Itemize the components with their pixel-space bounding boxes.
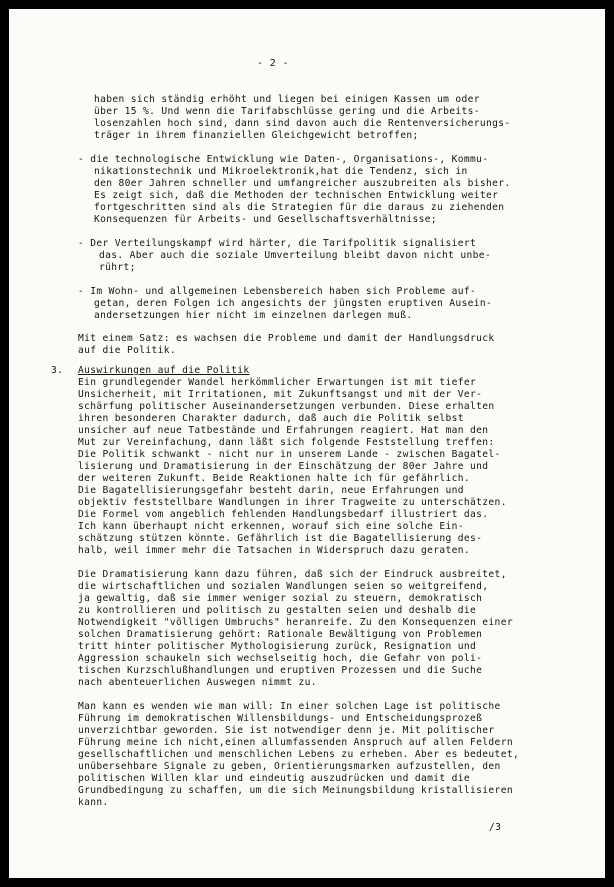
bullet-item: - die technologische Entwicklung wie Daten-, Organisations-, Kommu- — [78, 154, 489, 165]
text-line: Die Bagatellisierungsgefahr besteht darin, neue Erfahrungen und — [78, 485, 464, 496]
text-line: schätzung stützen könnte. Gefährlich ist die Bagatellisierung des- — [78, 533, 483, 544]
text-line: Die Politik schwankt - nicht nur in unserem Lande - zwischen Bagatel- — [78, 449, 501, 460]
text-line: objektiv feststellbare Wandlungen in ihrer Tragweite zu unterschätzen. — [78, 497, 507, 508]
text-line: Es zeigt sich, daß die Methoden der technischen Entwicklung weiter — [94, 190, 499, 201]
bullet-item: - Der Verteilungskampf wird härter, die Tarifpolitik signalisiert — [78, 238, 477, 249]
text-line: Grundbedingung zu schaffen, um die sich Meinungsbildung kristallisieren — [78, 785, 513, 796]
text-line: die wirtschaftlichen und sozialen Wandlungen seien so weitgreifend, — [78, 581, 489, 592]
text-line: tischen Kurzschlußhandlungen und eruptiven Prozessen und die Suche — [78, 665, 483, 676]
text-line: andersetzungen hier nicht im einzelnen darlegen muß. — [94, 310, 413, 321]
text-line: Notwendigkeit "völligen Umbruchs" heranreife. Zu den Konsequenzen einer — [78, 617, 513, 628]
text-line: losenzahlen hoch sind, dann sind davon auch die Rentenversicherungs- — [94, 118, 511, 129]
text-line: über 15 %. Und wenn die Tarifabschlüsse gering und die Arbeits- — [94, 106, 480, 117]
text-line: gesellschaftlichen und menschlichen Lebens zu erheben. Aber es bedeutet, — [78, 749, 520, 760]
text-line: Ich kann überhaupt nicht erkennen, worauf sich eine solche Ein- — [78, 521, 464, 532]
text-line: unsicher auf neue Tatbestände und Erfahrungen reagiert. Hat man den — [78, 425, 489, 436]
text-line: Mut zur Vereinfachung, dann läßt sich folgende Feststellung treffen: — [78, 437, 495, 448]
section-number: 3. — [51, 365, 64, 376]
text-line: Konsequenzen für Arbeits- und Gesellschaftsverhältnisse; — [94, 214, 438, 225]
text-line: Führung im demokratischen Willensbildungs- und Entscheidungsprozeß — [78, 713, 483, 724]
text-line: Man kann es wenden wie man will: In einer solchen Lage ist politische — [78, 701, 501, 712]
text-line: Die Dramatisierung kann dazu führen, daß sich der Eindruck ausbreitet, — [78, 569, 507, 580]
text-line: haben sich ständig erhöht und liegen bei einigen Kassen um oder — [94, 94, 480, 105]
text-line: fortgeschritten sind als die Strategien für die daraus zu ziehenden — [94, 202, 505, 213]
text-line: politischen Willen klar und eindeutig auszudrücken und damit die — [78, 773, 471, 784]
text-line: das. Aber auch die soziale Umverteilung bleibt davon nicht unbe- — [99, 250, 492, 261]
text-line: den 80er Jahren schneller und umfangreicher auszubreiten als bisher. — [94, 178, 511, 189]
next-page-marker: /3 — [489, 822, 502, 833]
text-line: Aggression schaukeln sich wechselseitig hoch, die Gefahr von poli- — [78, 653, 483, 664]
text-line: auf die Politik. — [78, 345, 177, 356]
text-line: träger in ihrem finanziellen Gleichgewicht betroffen; — [94, 130, 419, 141]
text-line: unverzichtbar geworden. Sie ist notwendiger denn je. Mit politischer — [78, 725, 495, 736]
page-number: - 2 - — [257, 58, 289, 69]
text-line: der weiteren Zukunft. Beide Reaktionen halte ich für gefährlich. — [78, 473, 471, 484]
text-line: tritt hinter politischer Mythologisierung zurück, Resignation und — [78, 641, 477, 652]
text-line: solchen Dramatisierung gehört: Rationale Bewältigung von Problemen — [78, 629, 483, 640]
text-line: halb, weil immer mehr die Tatsachen in Widerspruch dazu geraten. — [78, 545, 471, 556]
text-line: Unsicherheit, mit Irritationen, mit Zukunftsangst und mit der Ver- — [78, 389, 483, 400]
text-line: Die Formel vom angeblich fehlenden Handlungsbedarf illustriert das. — [78, 509, 489, 520]
text-line: getan, deren Folgen ich angesichts der jüngsten eruptiven Ausein- — [94, 298, 493, 309]
text-line: Führung meine ich nicht,einen allumfassenden Anspruch auf allen Feldern — [78, 737, 513, 748]
text-line: zu kontrollieren und politisch zu gestalten seien und deshalb die — [78, 605, 477, 616]
text-line: ja gewaltig, daß sie immer weniger sozial zu steuern, demokratisch — [78, 593, 483, 604]
text-line: Mit einem Satz: es wachsen die Probleme und damit der Handlungsdruck — [78, 333, 495, 344]
section-title: Auswirkungen auf die Politik — [78, 365, 250, 376]
text-line: nikationstechnik und Mikroelektronik,hat die Tendenz, sich in — [94, 166, 468, 177]
text-line: nach abenteuerlichen Auswegen nimmt zu. — [78, 677, 317, 688]
text-line: rührt; — [99, 262, 136, 273]
bullet-item: - Im Wohn- und allgemeinen Lebensbereich haben sich Probleme auf- — [78, 286, 477, 297]
document-page — [9, 9, 605, 878]
text-line: lisierung und Dramatisierung in der Einschätzung der 80er Jahre und — [78, 461, 489, 472]
text-line: ihren besonderen Charakter dadurch, daß auch die Politik selbst — [78, 413, 464, 424]
text-line: Ein grundlegender Wandel herkömmlicher Erwartungen ist mit tiefer — [78, 377, 477, 388]
text-line: schärfung politischer Auseinandersetzungen verbunden. Diese erhalten — [78, 401, 495, 412]
text-line: kann. — [78, 797, 109, 808]
text-line: unübersehbare Signale zu geben, Orientierungsmarken aufzustellen, den — [78, 761, 501, 772]
